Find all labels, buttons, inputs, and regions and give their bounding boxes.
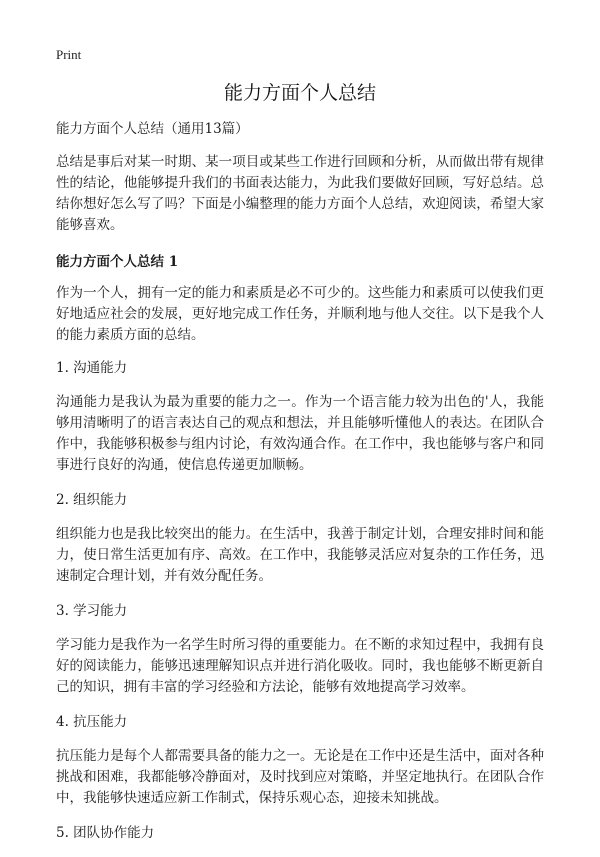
page-title: 能力方面个人总结 [223,82,376,104]
document-subtitle: 能力方面个人总结（通用13篇） [56,121,249,137]
item-body-stress: 抗压能力是每个人都需要具备的能力之一。无论是在工作中还是生活中，面对各种挑战和困难，我都能够冷静面对，及时找到应对策略，并坚定地执行。在团队合作中，我能够快速适应新工作制式，保持乐观心态，迎接未知挑战。 [56,748,544,806]
item-body-communication: 沟通能力是我认为最为重要的能力之一。作为一个语言能力较为出色的'人，我能够用清晰明了的语言表达自己的观点和想法，并且能够听懂他人的表达。在团队合作中，我能够积极参与组内讨论，有效沟通合作。在工作中，我也能够与客户和同事进行良好的沟通，使信息传递更加顺畅。 [56,394,544,473]
item-heading-learning: 3. 学习能力 [56,603,128,619]
document-body [56,119,544,857]
item-heading-stress: 4. 抗压能力 [56,714,128,730]
item-body-organization: 组织能力也是我比较突出的能力。在生活中，我善于制定计划，合理安排时间和能力，使日常生活更加有序、高效。在工作中，我能够灵活应对复杂的工作任务，迅速制定合理计划，并有效分配任务。 [56,526,544,584]
intro-paragraph: 总结是事后对某一时期、某一项目或某些工作进行回顾和分析，从而做出带有规律性的结论，他能够提升我们的书面表达能力，为此我们要做好回顾，写好总结。总结你想好怎么写了吗？下面是小编整理的能力方面个人总结，欢迎阅读，希望大家能够喜欢。 [56,154,544,233]
section-heading: 能力方面个人总结 1 [56,254,179,270]
item-heading-organization: 2. 组织能力 [56,492,128,508]
section-lead-paragraph: 作为一个人，拥有一定的能力和素质是必不可少的。这些能力和素质可以使我们更好地适应社会的发展，更好地完成工作任务，并顺利地与他人交往。以下是我个人的能力素质方面的总结。 [56,285,544,343]
item-body-learning: 学习能力是我作为一名学生时所习得的重要能力。在不断的求知过程中，我拥有良好的阅读能力，能够迅速理解知识点并进行消化吸收。同时，我也能够不断更新自己的知识，拥有丰富的学习经验和方法论，能够有效地提高学习效率。 [56,637,544,695]
item-heading-communication: 1. 沟通能力 [56,360,128,376]
item-heading-teamwork: 5. 团队协作能力 [56,825,155,841]
print-link[interactable]: Print [56,47,82,62]
